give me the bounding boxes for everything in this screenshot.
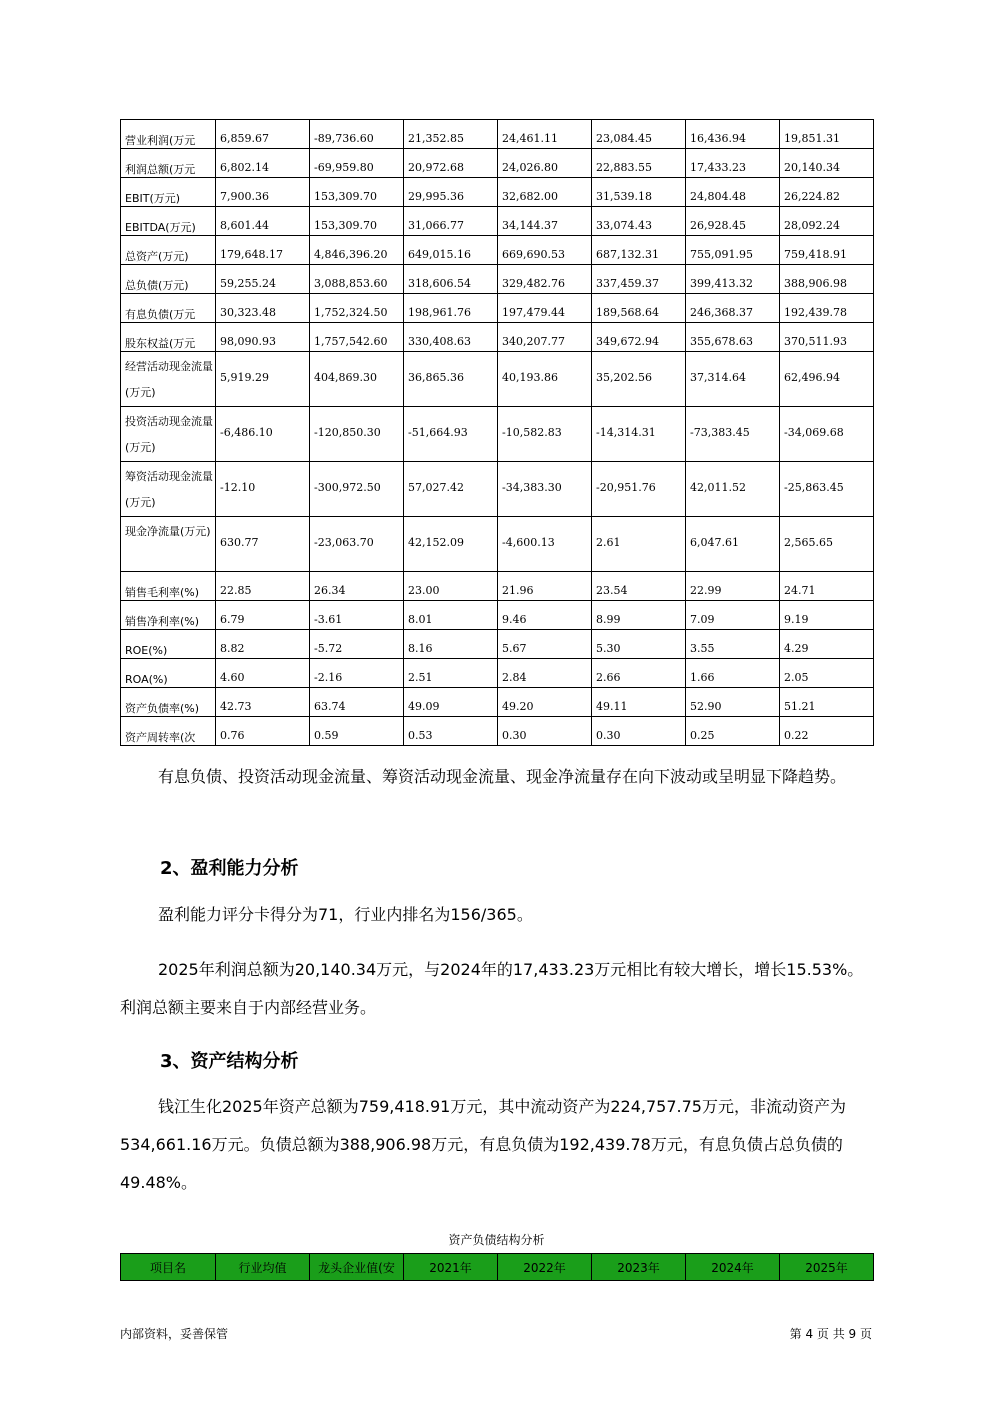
table-cell: 399,413.32 <box>686 265 780 294</box>
table-cell: 33,074.43 <box>592 207 686 236</box>
table-cell: 24.71 <box>780 572 874 601</box>
table-cell: 26,224.82 <box>780 178 874 207</box>
section-3-heading: 3、资产结构分析 <box>160 1051 299 1072</box>
table-cell: -20,951.76 <box>592 462 686 517</box>
row-label: 利润总额(万元 <box>121 149 216 178</box>
table-cell: 0.53 <box>404 717 498 746</box>
table-cell: -4,600.13 <box>498 517 592 572</box>
table-cell: 8.01 <box>404 601 498 630</box>
row-label: 股东权益(万元 <box>121 323 216 352</box>
table-cell: 6.79 <box>216 601 310 630</box>
table-cell: 1,757,542.60 <box>310 323 404 352</box>
row-label: EBITDA(万元) <box>121 207 216 236</box>
table-cell: 23.00 <box>404 572 498 601</box>
table-cell: 4.60 <box>216 659 310 688</box>
header-cell: 项目名 <box>121 1254 216 1281</box>
table-row <box>121 207 874 236</box>
table-cell: 24,026.80 <box>498 149 592 178</box>
table-cell: 192,439.78 <box>780 294 874 323</box>
table-cell: 355,678.63 <box>686 323 780 352</box>
table-cell: 153,309.70 <box>310 178 404 207</box>
table-row <box>121 294 874 323</box>
row-label: 资产负债率(%) <box>121 688 216 717</box>
table-cell: 759,418.91 <box>780 236 874 265</box>
table-cell: 19,851.31 <box>780 120 874 149</box>
table-cell: 2.66 <box>592 659 686 688</box>
table-cell: 755,091.95 <box>686 236 780 265</box>
balance-structure-table <box>120 1253 874 1281</box>
table-cell: -2.16 <box>310 659 404 688</box>
trend-paragraph: 有息负债、投资活动现金流量、筹资活动现金流量、现金净流量存在向下波动或呈明显下降趋势。 <box>158 767 847 786</box>
table-cell: 20,140.34 <box>780 149 874 178</box>
header-cell: 2021年 <box>404 1254 498 1281</box>
table-cell: 5,919.29 <box>216 352 310 407</box>
table-row <box>121 717 874 746</box>
table-cell: -34,069.68 <box>780 407 874 462</box>
row-label: 投资活动现金流量(万元) <box>121 407 216 462</box>
table-cell: 0.30 <box>592 717 686 746</box>
table-cell: -3.61 <box>310 601 404 630</box>
table-cell: 3,088,853.60 <box>310 265 404 294</box>
table-cell: 7,900.36 <box>216 178 310 207</box>
table-cell: -120,850.30 <box>310 407 404 462</box>
table-cell: 246,368.37 <box>686 294 780 323</box>
table-cell: 63.74 <box>310 688 404 717</box>
section-2-heading: 2、盈利能力分析 <box>160 858 299 879</box>
table-cell: 36,865.36 <box>404 352 498 407</box>
table-cell: 49.11 <box>592 688 686 717</box>
table-cell: 9.46 <box>498 601 592 630</box>
header-cell: 龙头企业值(安 <box>310 1254 404 1281</box>
header-cell: 2024年 <box>686 1254 780 1281</box>
table-row <box>121 630 874 659</box>
row-label: 营业利润(万元 <box>121 120 216 149</box>
table-cell: 23.54 <box>592 572 686 601</box>
table-cell: 28,092.24 <box>780 207 874 236</box>
row-label: EBIT(万元) <box>121 178 216 207</box>
table-cell: -300,972.50 <box>310 462 404 517</box>
table-cell: 630.77 <box>216 517 310 572</box>
table-cell: 2.05 <box>780 659 874 688</box>
table-cell: 22.85 <box>216 572 310 601</box>
table-cell: 31,066.77 <box>404 207 498 236</box>
table-cell: 349,672.94 <box>592 323 686 352</box>
table-cell: 189,568.64 <box>592 294 686 323</box>
table-header-row <box>121 1254 874 1281</box>
table-cell: 8.82 <box>216 630 310 659</box>
table-cell: 179,648.17 <box>216 236 310 265</box>
table-row <box>121 149 874 178</box>
table-cell: 24,461.11 <box>498 120 592 149</box>
table-cell: 30,323.48 <box>216 294 310 323</box>
row-label: 现金净流量(万元) <box>121 517 216 572</box>
table-cell: 6,802.14 <box>216 149 310 178</box>
table-cell: 197,479.44 <box>498 294 592 323</box>
table-cell: -69,959.80 <box>310 149 404 178</box>
table-cell: -73,383.45 <box>686 407 780 462</box>
table-cell: 26.34 <box>310 572 404 601</box>
financial-indicators-table <box>120 119 874 746</box>
table-cell: -34,383.30 <box>498 462 592 517</box>
table-cell: -12.10 <box>216 462 310 517</box>
table-cell: 22.99 <box>686 572 780 601</box>
table-cell: 0.59 <box>310 717 404 746</box>
table-cell: 24,804.48 <box>686 178 780 207</box>
row-label: 筹资活动现金流量(万元) <box>121 462 216 517</box>
table-cell: -10,582.83 <box>498 407 592 462</box>
table-cell: 330,408.63 <box>404 323 498 352</box>
table-cell: 32,682.00 <box>498 178 592 207</box>
table-cell: -14,314.31 <box>592 407 686 462</box>
table-cell: 370,511.93 <box>780 323 874 352</box>
table-cell: 0.30 <box>498 717 592 746</box>
table-cell: 649,015.16 <box>404 236 498 265</box>
table-cell: 22,883.55 <box>592 149 686 178</box>
row-label: 资产周转率(次 <box>121 717 216 746</box>
table-cell: 0.76 <box>216 717 310 746</box>
table-cell: 153,309.70 <box>310 207 404 236</box>
table-cell: 2.61 <box>592 517 686 572</box>
table-cell: 42,152.09 <box>404 517 498 572</box>
table-cell: 31,539.18 <box>592 178 686 207</box>
table-cell: 0.22 <box>780 717 874 746</box>
table-cell: 37,314.64 <box>686 352 780 407</box>
table-cell: 2.84 <box>498 659 592 688</box>
table-caption: 资产负债结构分析 <box>448 1233 545 1247</box>
table-cell: 9.19 <box>780 601 874 630</box>
table-cell: 26,928.45 <box>686 207 780 236</box>
table-row <box>121 323 874 352</box>
footer-page-number: 第 4 页 共 9 页 <box>789 1327 872 1341</box>
table-cell: 21.96 <box>498 572 592 601</box>
table-cell: 52.90 <box>686 688 780 717</box>
table-cell: 4,846,396.20 <box>310 236 404 265</box>
row-label: 销售净利率(%) <box>121 601 216 630</box>
table-row <box>121 462 874 517</box>
table-cell: 4.29 <box>780 630 874 659</box>
table-cell: 3.55 <box>686 630 780 659</box>
table-cell: 687,132.31 <box>592 236 686 265</box>
table-row <box>121 120 874 149</box>
table-cell: 49.20 <box>498 688 592 717</box>
table-cell: 669,690.53 <box>498 236 592 265</box>
table-cell: 1,752,324.50 <box>310 294 404 323</box>
table-cell: 318,606.54 <box>404 265 498 294</box>
row-label: 有息负债(万元 <box>121 294 216 323</box>
table-cell: 57,027.42 <box>404 462 498 517</box>
table-cell: 5.67 <box>498 630 592 659</box>
table-cell: 42,011.52 <box>686 462 780 517</box>
table-cell: 35,202.56 <box>592 352 686 407</box>
table-cell: 16,436.94 <box>686 120 780 149</box>
table-cell: 198,961.76 <box>404 294 498 323</box>
table-cell: 340,207.77 <box>498 323 592 352</box>
row-label: 总资产(万元) <box>121 236 216 265</box>
header-cell: 行业均值 <box>216 1254 310 1281</box>
score-paragraph: 盈利能力评分卡得分为71，行业内排名为156/365。 <box>158 905 533 924</box>
table-row <box>121 572 874 601</box>
table-cell: 20,972.68 <box>404 149 498 178</box>
header-cell: 2022年 <box>498 1254 592 1281</box>
table-row <box>121 352 874 407</box>
table-cell: 51.21 <box>780 688 874 717</box>
table-cell: 1.66 <box>686 659 780 688</box>
row-label: 销售毛利率(%) <box>121 572 216 601</box>
row-label: ROA(%) <box>121 659 216 688</box>
table-cell: 8.99 <box>592 601 686 630</box>
table-cell: -6,486.10 <box>216 407 310 462</box>
table-cell: 42.73 <box>216 688 310 717</box>
table-cell: 8,601.44 <box>216 207 310 236</box>
table-cell: 49.09 <box>404 688 498 717</box>
table-cell: 2.51 <box>404 659 498 688</box>
row-label: 总负债(万元) <box>121 265 216 294</box>
table-cell: 0.25 <box>686 717 780 746</box>
table-row <box>121 265 874 294</box>
header-cell: 2023年 <box>592 1254 686 1281</box>
table-cell: 337,459.37 <box>592 265 686 294</box>
table-cell: 7.09 <box>686 601 780 630</box>
table-row <box>121 601 874 630</box>
table-cell: 23,084.45 <box>592 120 686 149</box>
table-cell: 98,090.93 <box>216 323 310 352</box>
table-cell: 40,193.86 <box>498 352 592 407</box>
table-row <box>121 178 874 207</box>
table-cell: 404,869.30 <box>310 352 404 407</box>
table-cell: -5.72 <box>310 630 404 659</box>
table-row <box>121 517 874 572</box>
table-cell: 2,565.65 <box>780 517 874 572</box>
assets-paragraph: 钱江生化2025年资产总额为759,418.91万元，其中流动资产为224,757.75万元，非流动资产为534,661.16万元。负债总额为388,906.98万元，有息负债为192,439.78万元，有息负债占总负债的49.48%。 <box>120 1097 846 1192</box>
table-row <box>121 688 874 717</box>
row-label: ROE(%) <box>121 630 216 659</box>
table-cell: 329,482.76 <box>498 265 592 294</box>
table-cell: 62,496.94 <box>780 352 874 407</box>
table-cell: 5.30 <box>592 630 686 659</box>
table-cell: 6,859.67 <box>216 120 310 149</box>
table-cell: 6,047.61 <box>686 517 780 572</box>
table-row <box>121 407 874 462</box>
row-label: 经营活动现金流量(万元) <box>121 352 216 407</box>
table-cell: 59,255.24 <box>216 265 310 294</box>
table-cell: 17,433.23 <box>686 149 780 178</box>
footer-confidential: 内部资料，妥善保管 <box>120 1327 229 1341</box>
table-cell: -51,664.93 <box>404 407 498 462</box>
table-row <box>121 659 874 688</box>
table-cell: 34,144.37 <box>498 207 592 236</box>
table-cell: 21,352.85 <box>404 120 498 149</box>
table-cell: -23,063.70 <box>310 517 404 572</box>
table-cell: 388,906.98 <box>780 265 874 294</box>
table-row <box>121 236 874 265</box>
table-cell: -89,736.60 <box>310 120 404 149</box>
table-cell: 8.16 <box>404 630 498 659</box>
header-cell: 2025年 <box>780 1254 874 1281</box>
table-cell: 29,995.36 <box>404 178 498 207</box>
profit-paragraph: 2025年利润总额为20,140.34万元，与2024年的17,433.23万元相比有较大增长，增长15.53%。利润总额主要来自于内部经营业务。 <box>120 960 864 1017</box>
table-cell: -25,863.45 <box>780 462 874 517</box>
